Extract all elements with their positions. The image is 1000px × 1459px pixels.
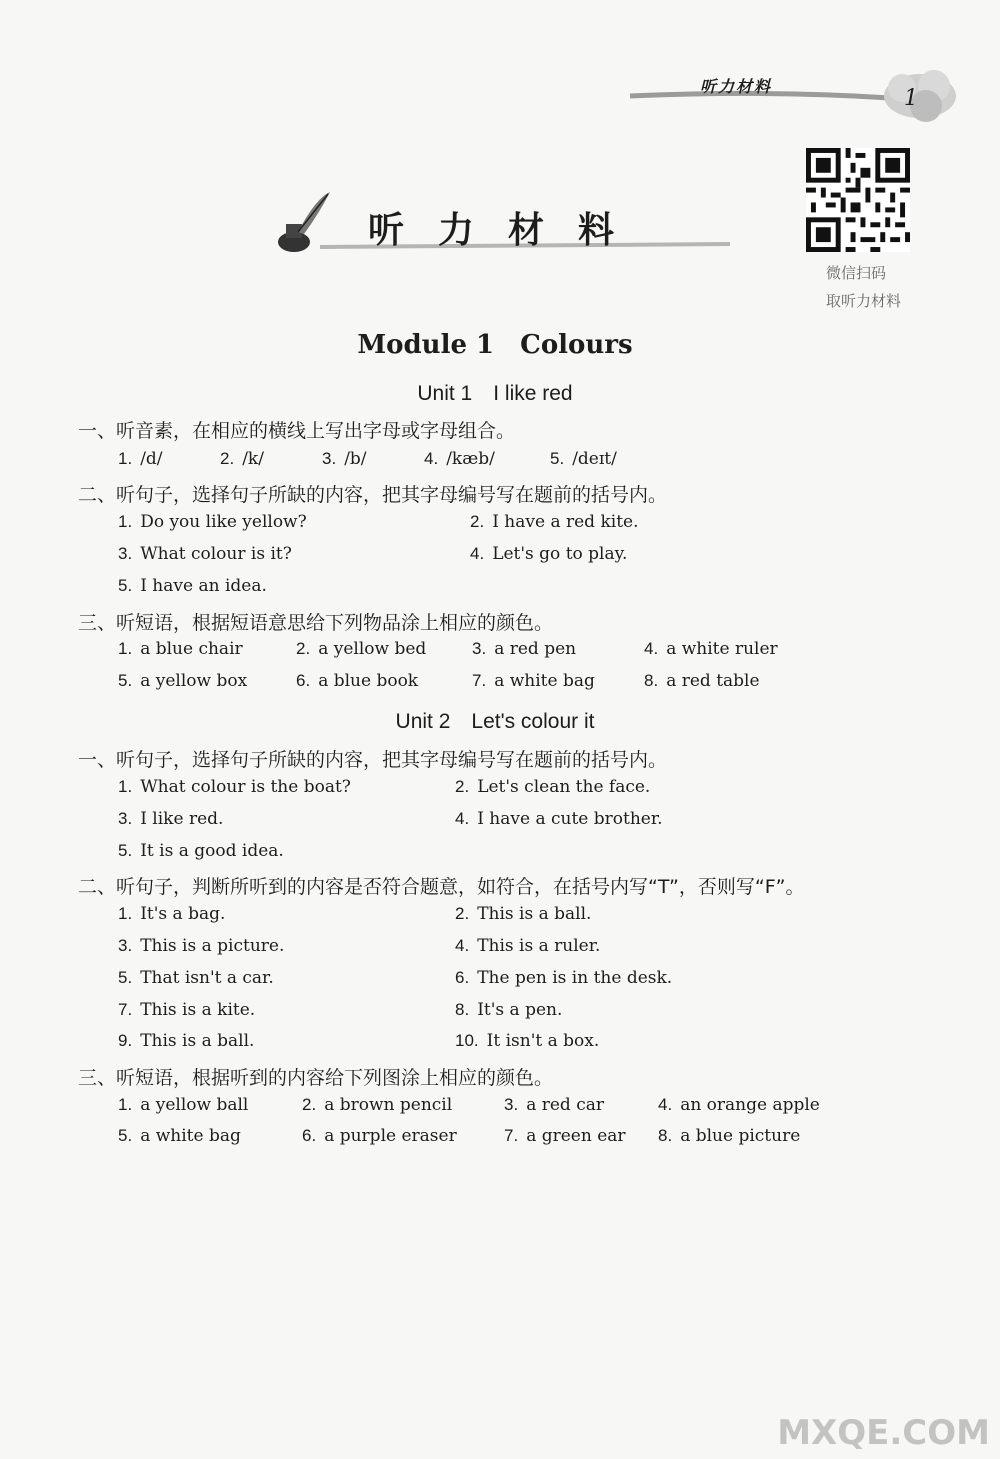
- module-title: Module 1 Colours: [357, 330, 633, 360]
- list-item: 7. a green ear: [504, 1126, 626, 1146]
- list-item: 1. a yellow ball: [118, 1095, 249, 1115]
- u1-section-3-heading: 三、听短语，根据短语意思给下列物品涂上相应的颜色。: [78, 612, 554, 634]
- list-item: 3. This is a picture.: [118, 936, 285, 956]
- watermark-text: MXQE.COM: [777, 1413, 990, 1453]
- list-item: 3. I like red.: [118, 809, 224, 829]
- list-item: 10. It isn't a box.: [455, 1031, 600, 1051]
- list-item: 3. /b/: [322, 449, 367, 469]
- list-item: 1. What colour is the boat?: [118, 777, 351, 797]
- list-item: 4. an orange apple: [658, 1095, 820, 1115]
- list-item: 6. The pen is in the desk.: [455, 968, 673, 988]
- page-number: 1: [904, 86, 918, 111]
- u2-section-2-heading: 二、听句子，判断所听到的内容是否符合题意，如符合，在括号内写“T”，否则写“F”。: [78, 876, 805, 898]
- list-item: 9. This is a ball.: [118, 1031, 255, 1051]
- page-title: 听力材料: [368, 210, 649, 251]
- list-item: 3. a red car: [504, 1095, 604, 1115]
- list-item: 5. That isn't a car.: [118, 968, 274, 988]
- list-item: 4. /kæb/: [424, 449, 495, 469]
- header-section-label: 听力材料: [700, 77, 773, 96]
- list-item: 4. I have a cute brother.: [455, 809, 663, 829]
- list-item: 1. /d/: [118, 449, 163, 469]
- list-item: 5. I have an idea.: [118, 576, 267, 596]
- list-item: 5. a yellow box: [118, 671, 248, 691]
- u2-section-1-heading: 一、听句子，选择句子所缺的内容，把其字母编号写在题前的括号内。: [78, 749, 668, 771]
- list-item: 4. Let's go to play.: [470, 544, 628, 564]
- list-item: 8. a red table: [644, 671, 760, 691]
- list-item: 6. a purple eraser: [302, 1126, 457, 1146]
- unit-2-title: Unit 2 Let's colour it: [395, 710, 595, 733]
- list-item: 4. This is a ruler.: [455, 936, 601, 956]
- list-item: 1. It's a bag.: [118, 904, 226, 924]
- list-item: 3. a red pen: [472, 639, 577, 659]
- list-item: 8. It's a pen.: [455, 1000, 563, 1020]
- qr-code-icon[interactable]: [806, 148, 910, 252]
- list-item: 5. It is a good idea.: [118, 841, 284, 861]
- list-item: 1. Do you like yellow?: [118, 512, 307, 532]
- list-item: 2. I have a red kite.: [470, 512, 639, 532]
- list-item: 7. a white bag: [472, 671, 595, 691]
- qr-caption-2: 取听力材料: [826, 292, 902, 310]
- list-item: 2. a brown pencil: [302, 1095, 453, 1115]
- list-item: 5. /deɪt/: [550, 449, 617, 469]
- list-item: 8. a blue picture: [658, 1126, 801, 1146]
- u1-section-1-heading: 一、听音素，在相应的横线上写出字母或字母组合。: [78, 420, 516, 442]
- list-item: 7. This is a kite.: [118, 1000, 256, 1020]
- list-item: 6. a blue book: [296, 671, 419, 691]
- qr-caption-1: 微信扫码: [826, 264, 887, 282]
- list-item: 5. a white bag: [118, 1126, 241, 1146]
- list-item: 2. Let's clean the face.: [455, 777, 651, 797]
- u1-section-2-heading: 二、听句子，选择句子所缺的内容，把其字母编号写在题前的括号内。: [78, 484, 668, 506]
- list-item: 2. a yellow bed: [296, 639, 427, 659]
- list-item: 3. What colour is it?: [118, 544, 292, 564]
- list-item: 1. a blue chair: [118, 639, 243, 659]
- u2-section-3-heading: 三、听短语，根据听到的内容给下列图涂上相应的颜色。: [78, 1067, 554, 1089]
- list-item: 4. a white ruler: [644, 639, 778, 659]
- list-item: 2. This is a ball.: [455, 904, 592, 924]
- unit-1-title: Unit 1 I like red: [417, 382, 573, 405]
- list-item: 2. /k/: [220, 449, 264, 469]
